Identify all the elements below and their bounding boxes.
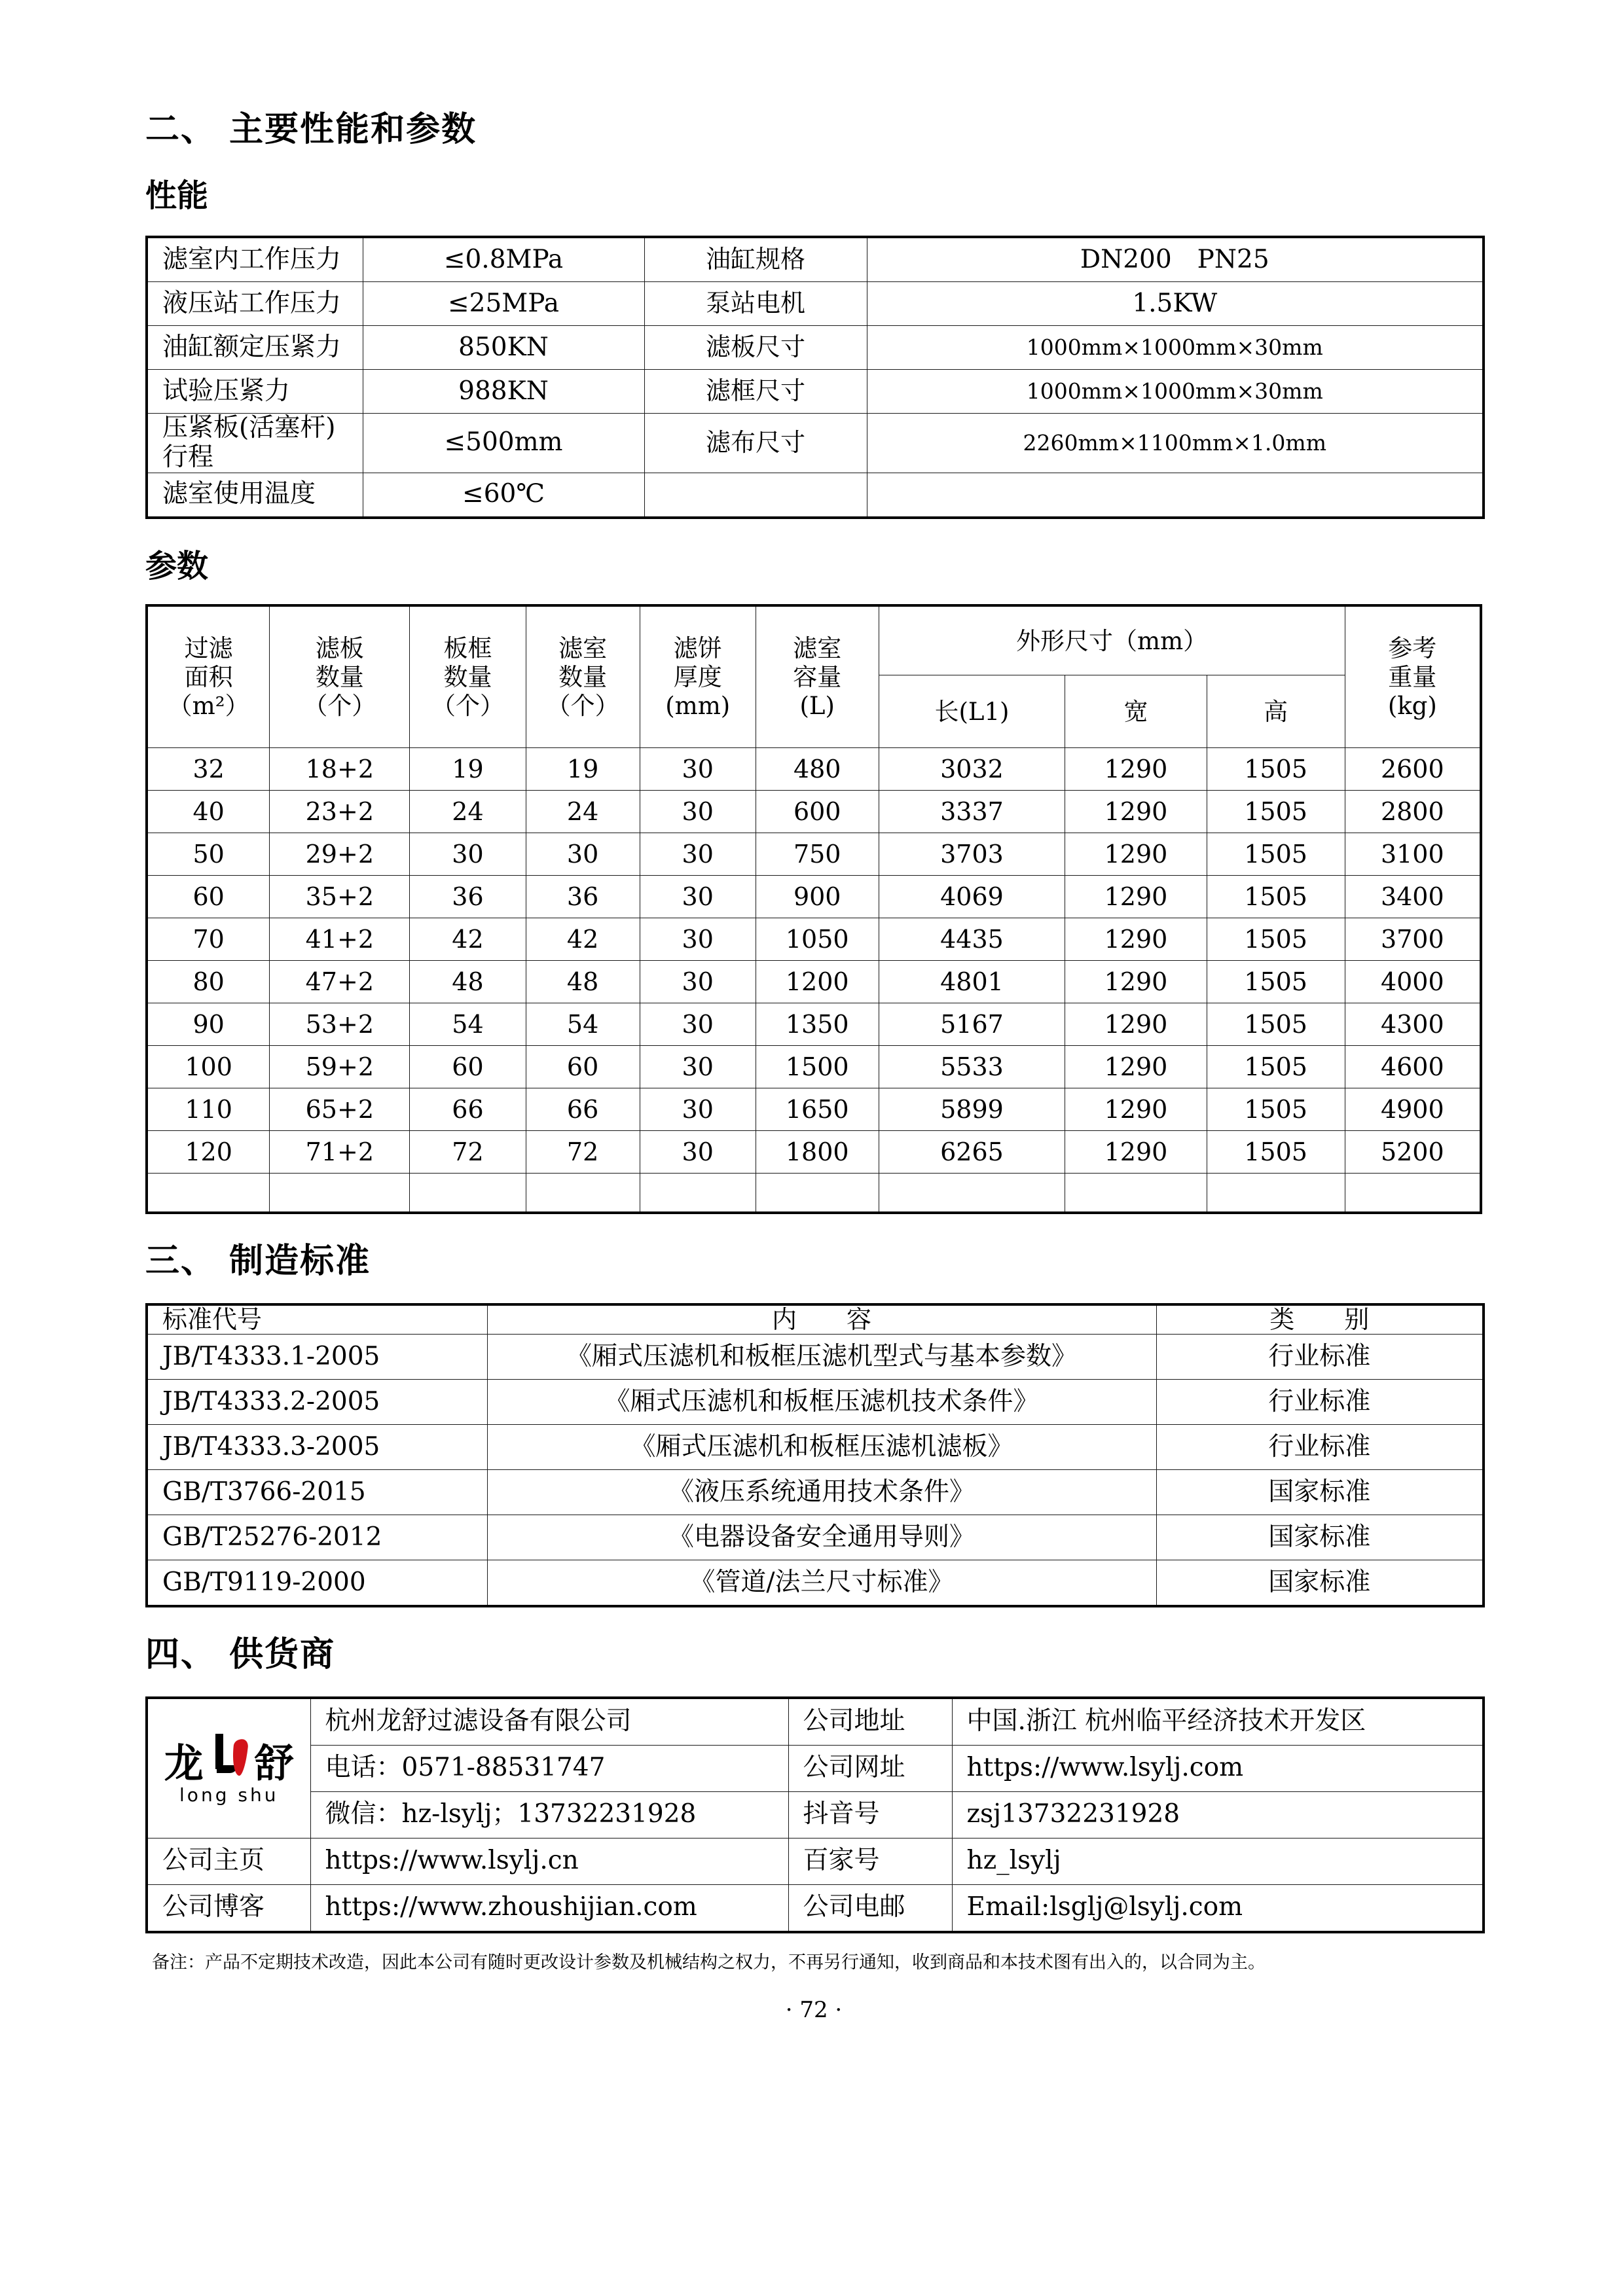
table-row: [147, 1003, 1481, 1046]
perf-key: 液压站工作压力: [147, 281, 363, 325]
value-blog[interactable]: https://www.zhoushijian.com: [310, 1884, 788, 1932]
cell-standard-category: 行业标准: [1156, 1425, 1484, 1470]
parameters-table: [145, 604, 1482, 1214]
cell-chamber-count: 66: [526, 1088, 640, 1131]
cell-standard-content: 《厢式压滤机和板框压滤机技术条件》: [487, 1380, 1156, 1425]
cell-frame-count: 42: [410, 918, 526, 961]
cell-width: 1290: [1065, 918, 1207, 961]
cell-filter-area: 70: [147, 918, 270, 961]
cell-frame-count: 54: [410, 1003, 526, 1046]
cell-chamber-volume: 1650: [756, 1088, 879, 1131]
cell-plate-count: 47+2: [270, 961, 410, 1003]
cell-chamber-count: 72: [526, 1131, 640, 1174]
cell-frame-count: 48: [410, 961, 526, 1003]
cell-standard-code: JB/T4333.3-2005: [147, 1425, 487, 1470]
cell-cake-thickness: [640, 1174, 756, 1213]
cell-chamber-volume: 1350: [756, 1003, 879, 1046]
table-row: [147, 748, 1481, 791]
cell-filter-area: 110: [147, 1088, 270, 1131]
cell-width: 1290: [1065, 1088, 1207, 1131]
perf-key: 油缸额定压紧力: [147, 325, 363, 369]
perf-value: 1000mm×1000mm×30mm: [867, 325, 1484, 369]
cell-length: 4069: [879, 876, 1065, 918]
cell-filter-area: 32: [147, 748, 270, 791]
perf-value: ≤0.8MPa: [363, 237, 644, 282]
table-row: [147, 1745, 1484, 1791]
cell-height: 1505: [1207, 876, 1345, 918]
cell-length: 5533: [879, 1046, 1065, 1088]
cell-ref-weight: 2600: [1345, 748, 1481, 791]
cell-chamber-volume: 480: [756, 748, 879, 791]
perf-key: 滤板尺寸: [644, 325, 867, 369]
cell-standard-code: GB/T9119-2000: [147, 1560, 487, 1607]
value-email[interactable]: Email:lsglj@lsylj.com: [952, 1884, 1484, 1932]
col-header-width: 宽: [1065, 675, 1207, 748]
table-row: [147, 325, 1484, 369]
table-row: [147, 1088, 1481, 1131]
label-douyin: 抖音号: [788, 1791, 952, 1838]
cell-ref-weight: 3400: [1345, 876, 1481, 918]
cell-plate-count: 65+2: [270, 1088, 410, 1131]
col-header-filter-area: 过滤 面积 （m²）: [147, 605, 270, 748]
cell-length: 4801: [879, 961, 1065, 1003]
col-header-chamber-count: 滤室 数量 （个）: [526, 605, 640, 748]
cell-chamber-volume: 750: [756, 833, 879, 876]
col-header-standard-category: 类 别: [1156, 1304, 1484, 1335]
cell-frame-count: 72: [410, 1131, 526, 1174]
label-baijia: 百家号: [788, 1838, 952, 1884]
subheading-performance: 性能: [145, 177, 209, 215]
cell-standard-content: 《管道/法兰尺寸标准》: [487, 1560, 1156, 1607]
cell-frame-count: 60: [410, 1046, 526, 1088]
col-header-standard-content: 内 容: [487, 1304, 1156, 1335]
cell-standard-content: 《厢式压滤机和板框压滤机滤板》: [487, 1425, 1156, 1470]
table-header-row: [147, 1304, 1484, 1335]
cell-cake-thickness: 30: [640, 1088, 756, 1131]
perf-value: DN200 PN25: [867, 237, 1484, 282]
cell-cake-thickness: 30: [640, 1046, 756, 1088]
cell-width: 1290: [1065, 1046, 1207, 1088]
cell-cake-thickness: 30: [640, 876, 756, 918]
cell-filter-area: [147, 1174, 270, 1213]
col-header-frame-count: 板框 数量 （个）: [410, 605, 526, 748]
perf-value: ≤60℃: [363, 473, 644, 518]
value-homepage[interactable]: https://www.lsylj.cn: [310, 1838, 788, 1884]
cell-ref-weight: 2800: [1345, 791, 1481, 833]
cell-ref-weight: 3700: [1345, 918, 1481, 961]
table-row: [147, 833, 1481, 876]
label-website: 公司网址: [788, 1745, 952, 1791]
standards-table: [145, 1303, 1485, 1608]
table-row: [147, 237, 1484, 282]
cell-chamber-count: 24: [526, 791, 640, 833]
cell-standard-category: 行业标准: [1156, 1335, 1484, 1380]
cell-height: 1505: [1207, 961, 1345, 1003]
cell-cake-thickness: 30: [640, 918, 756, 961]
cell-ref-weight: 4300: [1345, 1003, 1481, 1046]
cell-chamber-count: 48: [526, 961, 640, 1003]
cell-ref-weight: 4900: [1345, 1088, 1481, 1131]
cell-cake-thickness: 30: [640, 791, 756, 833]
cell-length: 3703: [879, 833, 1065, 876]
cell-frame-count: [410, 1174, 526, 1213]
cell-filter-area: 50: [147, 833, 270, 876]
perf-value: 1000mm×1000mm×30mm: [867, 369, 1484, 413]
cell-width: 1290: [1065, 1131, 1207, 1174]
cell-height: 1505: [1207, 1046, 1345, 1088]
cell-cake-thickness: 30: [640, 748, 756, 791]
performance-table: [145, 236, 1485, 519]
table-header-row: [147, 605, 1481, 675]
label-email: 公司电邮: [788, 1884, 952, 1932]
table-row: [147, 1335, 1484, 1380]
cell-length: [879, 1174, 1065, 1213]
cell-width: [1065, 1174, 1207, 1213]
cell-length: 3337: [879, 791, 1065, 833]
table-row: [147, 1425, 1484, 1470]
perf-key: 试验压紧力: [147, 369, 363, 413]
cell-chamber-count: 54: [526, 1003, 640, 1046]
cell-chamber-volume: 600: [756, 791, 879, 833]
cell-standard-category: 国家标准: [1156, 1470, 1484, 1515]
cell-chamber-volume: 1200: [756, 961, 879, 1003]
table-row: [147, 1791, 1484, 1838]
cell-height: 1505: [1207, 833, 1345, 876]
cell-chamber-count: 60: [526, 1046, 640, 1088]
cell-frame-count: 36: [410, 876, 526, 918]
cell-filter-area: 80: [147, 961, 270, 1003]
perf-key: 滤室内工作压力: [147, 237, 363, 282]
cell-standard-code: JB/T4333.2-2005: [147, 1380, 487, 1425]
perf-value: 988KN: [363, 369, 644, 413]
label-address: 公司地址: [788, 1698, 952, 1746]
perf-key: 滤框尺寸: [644, 369, 867, 413]
cell-chamber-count: [526, 1174, 640, 1213]
cell-width: 1290: [1065, 961, 1207, 1003]
cell-plate-count: [270, 1174, 410, 1213]
cell-width: 1290: [1065, 833, 1207, 876]
cell-standard-category: 国家标准: [1156, 1515, 1484, 1560]
cell-plate-count: 41+2: [270, 918, 410, 961]
table-row: [147, 961, 1481, 1003]
cell-plate-count: 35+2: [270, 876, 410, 918]
perf-value-empty: [867, 473, 1484, 518]
footer-note: 备注：产品不定期技术改造，因此本公司有随时更改设计参数及机械结构之权力，不再另行通知，收到商品和本技术图有出入的，以合同为主。: [152, 1952, 1266, 1973]
table-row: [147, 1698, 1484, 1746]
cell-ref-weight: 4600: [1345, 1046, 1481, 1088]
table-row: [147, 1470, 1484, 1515]
logo-brush-mark-icon: [206, 1734, 252, 1784]
table-row: [147, 369, 1484, 413]
company-name: 杭州龙舒过滤设备有限公司: [310, 1698, 788, 1746]
table-row: [147, 1131, 1481, 1174]
perf-key: 油缸规格: [644, 237, 867, 282]
cell-height: 1505: [1207, 748, 1345, 791]
supplier-table: [145, 1696, 1485, 1933]
perf-value: ≤25MPa: [363, 281, 644, 325]
perf-value: 2260mm×1100mm×1.0mm: [867, 413, 1484, 473]
table-row: [147, 1838, 1484, 1884]
cell-chamber-count: 30: [526, 833, 640, 876]
col-header-cake-thickness: 滤饼 厚度 (mm): [640, 605, 756, 748]
section-heading-standards: 三、 制造标准: [145, 1242, 371, 1282]
cell-standard-code: GB/T3766-2015: [147, 1470, 487, 1515]
cell-frame-count: 30: [410, 833, 526, 876]
cell-height: 1505: [1207, 1003, 1345, 1046]
company-wechat: 微信：hz-lsylj；13732231928: [310, 1791, 788, 1838]
cell-width: 1290: [1065, 1003, 1207, 1046]
cell-plate-count: 59+2: [270, 1046, 410, 1088]
cell-length: 3032: [879, 748, 1065, 791]
table-row: [147, 1515, 1484, 1560]
table-row: [147, 1174, 1481, 1213]
col-header-plate-count: 滤板 数量 （个）: [270, 605, 410, 748]
cell-height: 1505: [1207, 918, 1345, 961]
section-heading-supplier: 四、 供货商: [145, 1635, 336, 1675]
cell-chamber-count: 19: [526, 748, 640, 791]
cell-chamber-volume: 1500: [756, 1046, 879, 1088]
cell-plate-count: 29+2: [270, 833, 410, 876]
label-blog: 公司博客: [147, 1884, 310, 1932]
cell-plate-count: 18+2: [270, 748, 410, 791]
logo-char-shu: 舒: [254, 1740, 294, 1787]
cell-length: 4435: [879, 918, 1065, 961]
cell-chamber-volume: [756, 1174, 879, 1213]
cell-cake-thickness: 30: [640, 833, 756, 876]
col-header-standard-code: 标准代号: [147, 1304, 487, 1335]
perf-value: ≤500mm: [363, 413, 644, 473]
cell-ref-weight: 3100: [1345, 833, 1481, 876]
cell-filter-area: 120: [147, 1131, 270, 1174]
cell-chamber-count: 36: [526, 876, 640, 918]
cell-width: 1290: [1065, 748, 1207, 791]
cell-plate-count: 71+2: [270, 1131, 410, 1174]
table-row: [147, 918, 1481, 961]
cell-height: [1207, 1174, 1345, 1213]
cell-cake-thickness: 30: [640, 1003, 756, 1046]
cell-chamber-count: 42: [526, 918, 640, 961]
cell-width: 1290: [1065, 876, 1207, 918]
cell-ref-weight: 5200: [1345, 1131, 1481, 1174]
cell-cake-thickness: 30: [640, 1131, 756, 1174]
cell-length: 5899: [879, 1088, 1065, 1131]
cell-frame-count: 66: [410, 1088, 526, 1131]
cell-filter-area: 60: [147, 876, 270, 918]
table-row: [147, 1380, 1484, 1425]
cell-length: 5167: [879, 1003, 1065, 1046]
value-douyin: zsj13732231928: [952, 1791, 1484, 1838]
label-homepage: 公司主页: [147, 1838, 310, 1884]
cell-standard-content: 《厢式压滤机和板框压滤机型式与基本参数》: [487, 1335, 1156, 1380]
logo-char-long: 龙: [164, 1740, 204, 1787]
cell-frame-count: 19: [410, 748, 526, 791]
table-row: [147, 1046, 1481, 1088]
cell-standard-category: 行业标准: [1156, 1380, 1484, 1425]
table-row: [147, 1884, 1484, 1932]
cell-filter-area: 100: [147, 1046, 270, 1088]
cell-standard-content: 《电器设备安全通用导则》: [487, 1515, 1156, 1560]
col-header-height: 高: [1207, 675, 1345, 748]
cell-length: 6265: [879, 1131, 1065, 1174]
company-phone: 电话：0571-88531747: [310, 1745, 788, 1791]
table-row: [147, 473, 1484, 518]
cell-plate-count: 23+2: [270, 791, 410, 833]
perf-value: 1.5KW: [867, 281, 1484, 325]
perf-value: 850KN: [363, 325, 644, 369]
perf-key: 滤室使用温度: [147, 473, 363, 518]
cell-chamber-volume: 900: [756, 876, 879, 918]
col-header-ref-weight: 参考 重量 (kg): [1345, 605, 1481, 748]
table-row: [147, 876, 1481, 918]
subheading-parameters: 参数: [145, 547, 209, 584]
perf-key-empty: [644, 473, 867, 518]
perf-key: 泵站电机: [644, 281, 867, 325]
cell-chamber-volume: 1800: [756, 1131, 879, 1174]
perf-key: 压紧板(活塞杆)行程: [147, 413, 363, 473]
cell-filter-area: 40: [147, 791, 270, 833]
cell-frame-count: 24: [410, 791, 526, 833]
cell-ref-weight: [1345, 1174, 1481, 1213]
value-baijia: hz_lsylj: [952, 1838, 1484, 1884]
value-website[interactable]: https://www.lsylj.com: [952, 1745, 1484, 1791]
perf-key: 滤布尺寸: [644, 413, 867, 473]
cell-filter-area: 90: [147, 1003, 270, 1046]
table-row: [147, 413, 1484, 473]
table-row: [147, 1560, 1484, 1607]
cell-chamber-volume: 1050: [756, 918, 879, 961]
company-logo: [147, 1698, 310, 1839]
table-row: [147, 791, 1481, 833]
cell-height: 1505: [1207, 791, 1345, 833]
logo-pinyin: long shu: [179, 1784, 279, 1806]
cell-standard-code: JB/T4333.1-2005: [147, 1335, 487, 1380]
cell-height: 1505: [1207, 1088, 1345, 1131]
page-number: · 72 ·: [785, 1997, 843, 2024]
cell-cake-thickness: 30: [640, 961, 756, 1003]
table-row: [147, 281, 1484, 325]
cell-standard-content: 《液压系统通用技术条件》: [487, 1470, 1156, 1515]
col-header-overall-size: 外形尺寸（mm）: [879, 605, 1345, 675]
cell-plate-count: 53+2: [270, 1003, 410, 1046]
cell-standard-code: GB/T25276-2012: [147, 1515, 487, 1560]
cell-width: 1290: [1065, 791, 1207, 833]
value-address: 中国.浙江 杭州临平经济技术开发区: [952, 1698, 1484, 1746]
section-heading-performance: 二、 主要性能和参数: [145, 110, 477, 149]
col-header-length: 长(L1): [879, 675, 1065, 748]
cell-height: 1505: [1207, 1131, 1345, 1174]
cell-standard-category: 国家标准: [1156, 1560, 1484, 1607]
cell-ref-weight: 4000: [1345, 961, 1481, 1003]
col-header-chamber-volume: 滤室 容量 (L): [756, 605, 879, 748]
